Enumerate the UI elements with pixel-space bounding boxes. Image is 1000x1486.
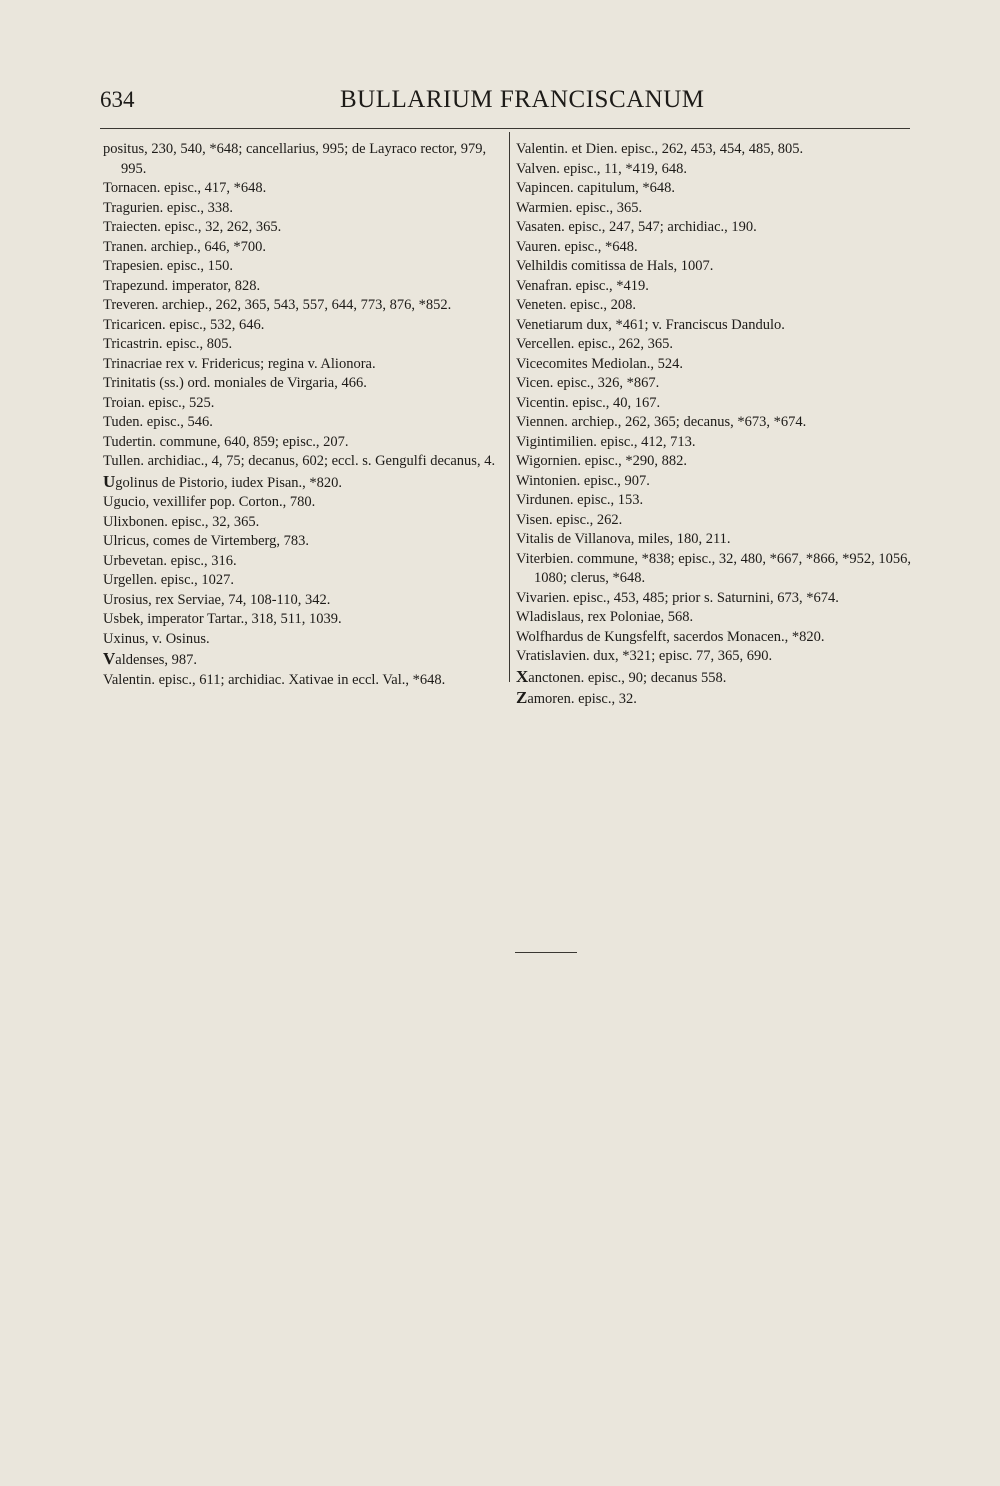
index-entry: Tornacen. episc., 417, *648. [103, 180, 267, 196]
column-divider [509, 132, 510, 682]
index-entry: Velhildis comitissa de Hals, 1007. [516, 258, 714, 274]
header-rule [100, 128, 910, 129]
index-entry: Tragurien. episc., 338. [103, 199, 233, 216]
index-entry: Vauren. episc., *648. [516, 238, 638, 255]
end-rule [515, 952, 577, 953]
index-entry: Vivarien. episc., 453, 485; prior s. Saturnini, 673, *674. [516, 589, 839, 606]
index-entry: Vicen. episc., 326, *867. [516, 375, 660, 391]
index-entry: Wintonien. episc., 907. [516, 472, 650, 489]
running-title: BULLARIUM FRANCISCANUM [340, 86, 705, 113]
left-column [103, 140, 503, 690]
index-entry: Valven. episc., 11, *419, 648. [516, 160, 688, 177]
index-entry: Tranen. archiep., 646, *700. [103, 238, 266, 255]
index-entry: Ulixbonen. episc., 32, 365. [103, 513, 260, 530]
index-entry: Wolfhardus de Kungsfelft, sacerdos Monacen., *820. [516, 628, 825, 645]
index-entry: Veneten. episc., 208. [516, 297, 636, 313]
index-entry: Virdunen. episc., 153. [516, 492, 644, 508]
index-entry: Valdenses, 987. [103, 649, 198, 668]
index-entry: Wigornien. episc., *290, 882. [516, 453, 687, 469]
index-entry: Urbevetan. episc., 316. [103, 552, 237, 569]
index-entry: Tuden. episc., 546. [103, 414, 213, 430]
index-entry: Uxinus, v. Osinus. [103, 630, 210, 647]
index-entry: Venetiarum dux, *461; v. Franciscus Dandulo. [516, 316, 785, 333]
index-entry: Valentin. et Dien. episc., 262, 453, 454, 485, 805. [516, 141, 804, 157]
index-entry: Usbek, imperator Tartar., 318, 511, 1039. [103, 611, 342, 627]
index-entry: Trinitatis (ss.) ord. moniales de Virgaria, 466. [103, 375, 367, 391]
page-header [0, 0, 1000, 130]
index-entry: Xanctonen. episc., 90; decanus 558. [516, 666, 727, 686]
index-entry: Venafran. episc., *419. [516, 277, 649, 294]
index-entry: Trinacriae rex v. Fridericus; regina v. Alionora. [103, 355, 376, 372]
index-entry: Trapesien. episc., 150. [103, 258, 233, 274]
index-entry: Ugucio, vexillifer pop. Corton., 780. [103, 494, 316, 510]
index-entry: Valentin. episc., 611; archidiac. Xativae in eccl. Val., *648. [103, 671, 446, 688]
page-number: 634 [100, 87, 135, 112]
index-entry: Tricastrin. episc., 805. [103, 336, 233, 352]
index-entry: Tudertin. commune, 640, 859; episc., 207. [103, 433, 349, 450]
index-entry: Visen. episc., 262. [516, 511, 623, 528]
index-entry: Vasaten. episc., 247, 547; archidiac., 190. [516, 219, 757, 235]
index-entry: Vratislavien. dux, *321; episc. 77, 365, 690. [516, 648, 773, 664]
index-entry: Vicecomites Mediolan., 524. [516, 355, 684, 372]
index-entry: positus, 230, 540, *648; cancellarius, 995; de Layraco rector, 979, 995. [103, 141, 487, 177]
index-entry: Ulricus, comes de Virtemberg, 783. [103, 533, 309, 549]
index-entry: Wladislaus, rex Poloniae, 568. [516, 609, 694, 625]
index-entry: Viennen. archiep., 262, 365; decanus, *673, *674. [516, 414, 807, 430]
index-entry: Vicentin. episc., 40, 167. [516, 394, 661, 411]
index-entry: Vercellen. episc., 262, 365. [516, 336, 674, 352]
index-entry: Viterbien. commune, *838; episc., 32, 480, *667, *866, *952, 1056, 1080; clerus, *648. [516, 550, 912, 586]
index-entry: Warmien. episc., 365. [516, 199, 643, 216]
index-entry: Tullen. archidiac., 4, 75; decanus, 602; eccl. s. Gengulfi decanus, 4. [103, 453, 496, 469]
index-entry: Vitalis de Villanova, miles, 180, 211. [516, 531, 731, 547]
index-entry: Treveren. archiep., 262, 365, 543, 557, 644, 773, 876, *852. [103, 297, 452, 313]
index-entry: Zamoren. episc., 32. [516, 688, 637, 707]
index-entry: Vigintimilien. episc., 412, 713. [516, 433, 696, 450]
index-entry: Urgellen. episc., 1027. [103, 572, 235, 588]
index-entry: Trapezund. imperator, 828. [103, 277, 261, 294]
index-entry: Tricaricen. episc., 532, 646. [103, 316, 265, 333]
index-entry: Traiecten. episc., 32, 262, 365. [103, 219, 282, 235]
index-entry: Ugolinus de Pistorio, iudex Pisan., *820. [103, 471, 343, 491]
index-entry: Vapincen. capitulum, *648. [516, 180, 676, 196]
right-column [516, 140, 916, 710]
index-entry: Urosius, rex Serviae, 74, 108-110, 342. [103, 591, 331, 608]
index-entry: Troian. episc., 525. [103, 394, 215, 411]
